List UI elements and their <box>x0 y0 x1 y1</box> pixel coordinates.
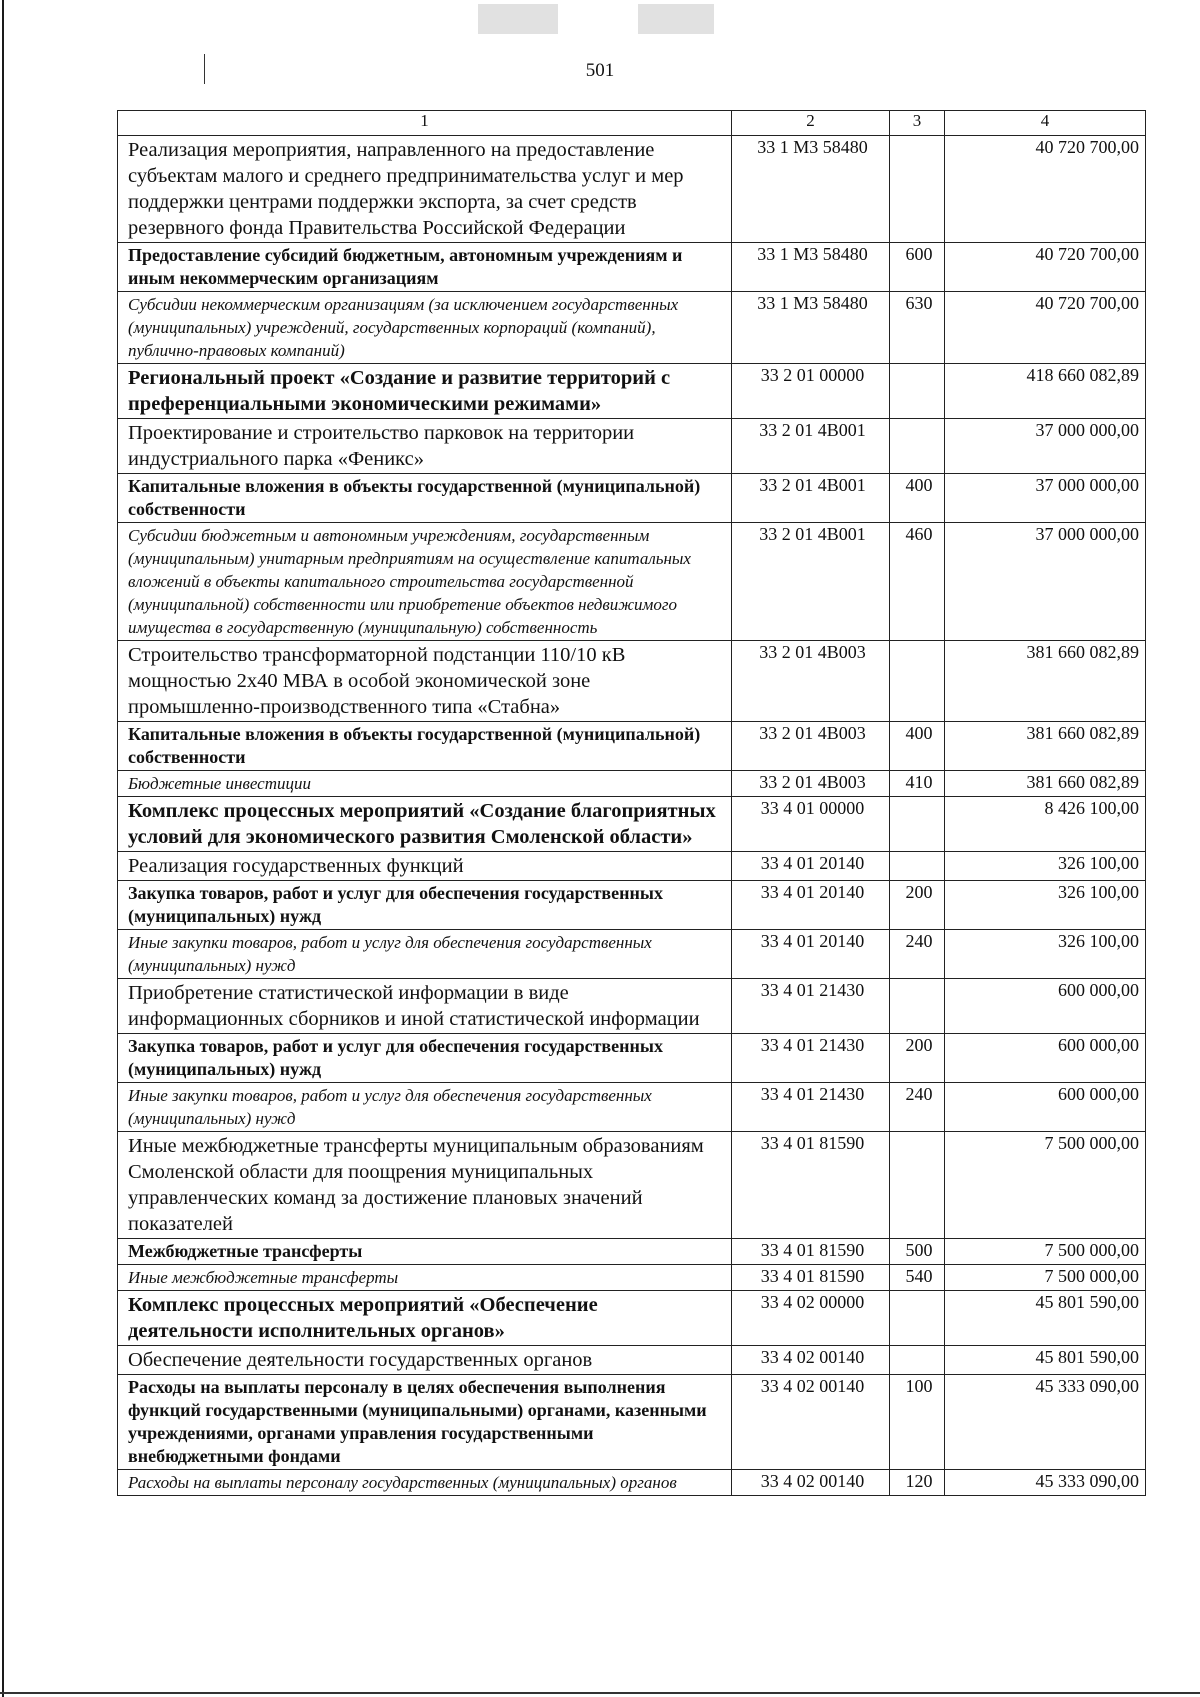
row-target-code: 33 2 01 4В003 <box>732 641 890 722</box>
table-row <box>118 797 1146 852</box>
row-description: Субсидии некоммерческим организациям (за исключением государственных (муниципальных) учреждений, государственных корпораций (компаний), публично-правовых компаний) <box>118 292 732 364</box>
row-description: Межбюджетные трансферты <box>118 1239 732 1265</box>
row-description: Иные межбюджетные трансферты муниципальным образованиям Смоленской области для поощрения муниципальных управленческих команд за достижение плановых значений показателей <box>118 1132 732 1239</box>
column-header-description: 1 <box>118 111 732 136</box>
row-amount: 326 100,00 <box>945 852 1146 881</box>
table-row <box>118 292 1146 364</box>
row-target-code: 33 1 М3 58480 <box>732 136 890 243</box>
row-target-code: 33 1 М3 58480 <box>732 292 890 364</box>
row-expense-type <box>890 419 945 474</box>
row-amount: 40 720 700,00 <box>945 243 1146 292</box>
row-expense-type <box>890 136 945 243</box>
row-description: Иные закупки товаров, работ и услуг для обеспечения государственных (муниципальных) нужд <box>118 1083 732 1132</box>
row-amount: 37 000 000,00 <box>945 523 1146 641</box>
row-amount: 45 333 090,00 <box>945 1470 1146 1496</box>
row-description: Региональный проект «Создание и развитие территорий с преференциальными экономическими режимами» <box>118 364 732 419</box>
row-target-code: 33 4 01 00000 <box>732 797 890 852</box>
table-row <box>118 1034 1146 1083</box>
row-description: Иные межбюджетные трансферты <box>118 1265 732 1291</box>
page-bottom-edge <box>0 1692 1200 1694</box>
column-header-code: 2 <box>732 111 890 136</box>
table-row <box>118 364 1146 419</box>
row-description: Проектирование и строительство парковок на территории индустриального парка «Феникс» <box>118 419 732 474</box>
row-description: Субсидии бюджетным и автономным учреждениям, государственным (муниципальным) унитарным предприятиям на осуществление капитальных вложений в объекты капитального строительства государственной (муниципальной) собственности или приобретение объектов недвижимого имущества в государственную (муниципальную) собственность <box>118 523 732 641</box>
row-expense-type <box>890 364 945 419</box>
row-target-code: 33 4 01 81590 <box>732 1132 890 1239</box>
row-amount: 7 500 000,00 <box>945 1265 1146 1291</box>
table-row <box>118 136 1146 243</box>
row-target-code: 33 2 01 4В001 <box>732 419 890 474</box>
row-expense-type: 200 <box>890 881 945 930</box>
row-target-code: 33 2 01 4В003 <box>732 722 890 771</box>
table-header-row <box>118 111 1146 136</box>
row-amount: 40 720 700,00 <box>945 292 1146 364</box>
row-description: Реализация государственных функций <box>118 852 732 881</box>
row-amount: 45 333 090,00 <box>945 1375 1146 1470</box>
row-amount: 7 500 000,00 <box>945 1132 1146 1239</box>
row-target-code: 33 4 01 21430 <box>732 1034 890 1083</box>
row-expense-type: 240 <box>890 1083 945 1132</box>
row-amount: 418 660 082,89 <box>945 364 1146 419</box>
row-target-code: 33 4 01 20140 <box>732 881 890 930</box>
row-expense-type <box>890 1132 945 1239</box>
row-expense-type: 400 <box>890 722 945 771</box>
table-row <box>118 979 1146 1034</box>
table-row <box>118 1470 1146 1496</box>
row-amount: 326 100,00 <box>945 881 1146 930</box>
table-row <box>118 243 1146 292</box>
row-amount: 37 000 000,00 <box>945 474 1146 523</box>
page-number: 501 <box>585 60 615 81</box>
row-description: Реализация мероприятия, направленного на предоставление субъектам малого и среднего предпринимательства услуг и мер поддержки центрами поддержки экспорта, за счет средств резервного фонда Правительства Российской Федерации <box>118 136 732 243</box>
row-amount: 8 426 100,00 <box>945 797 1146 852</box>
table-row <box>118 1291 1146 1346</box>
table-row <box>118 1265 1146 1291</box>
row-target-code: 33 2 01 4В001 <box>732 523 890 641</box>
row-amount: 37 000 000,00 <box>945 419 1146 474</box>
row-expense-type: 410 <box>890 771 945 797</box>
row-expense-type: 240 <box>890 930 945 979</box>
row-description: Закупка товаров, работ и услуг для обеспечения государственных (муниципальных) нужд <box>118 881 732 930</box>
row-amount: 600 000,00 <box>945 1034 1146 1083</box>
table-row <box>118 1346 1146 1375</box>
row-description: Капитальные вложения в объекты государственной (муниципальной) собственности <box>118 474 732 523</box>
column-header-expense-type: 3 <box>890 111 945 136</box>
row-target-code: 33 4 02 00000 <box>732 1291 890 1346</box>
row-description: Капитальные вложения в объекты государственной (муниципальной) собственности <box>118 722 732 771</box>
row-expense-type <box>890 1291 945 1346</box>
row-expense-type: 630 <box>890 292 945 364</box>
row-expense-type: 200 <box>890 1034 945 1083</box>
row-target-code: 33 4 01 20140 <box>732 852 890 881</box>
row-description: Обеспечение деятельности государственных органов <box>118 1346 732 1375</box>
row-description: Комплекс процессных мероприятий «Создание благоприятных условий для экономического развития Смоленской области» <box>118 797 732 852</box>
table-row <box>118 1375 1146 1470</box>
row-expense-type: 540 <box>890 1265 945 1291</box>
row-description: Расходы на выплаты персоналу государственных (муниципальных) органов <box>118 1470 732 1496</box>
table-row <box>118 930 1146 979</box>
table-row <box>118 641 1146 722</box>
row-amount: 45 801 590,00 <box>945 1346 1146 1375</box>
table-row <box>118 771 1146 797</box>
table-row <box>118 881 1146 930</box>
row-amount: 7 500 000,00 <box>945 1239 1146 1265</box>
row-description: Комплекс процессных мероприятий «Обеспечение деятельности исполнительных органов» <box>118 1291 732 1346</box>
row-expense-type: 400 <box>890 474 945 523</box>
row-expense-type: 600 <box>890 243 945 292</box>
row-amount: 326 100,00 <box>945 930 1146 979</box>
row-target-code: 33 4 01 81590 <box>732 1239 890 1265</box>
table-row <box>118 852 1146 881</box>
row-description: Бюджетные инвестиции <box>118 771 732 797</box>
row-target-code: 33 4 02 00140 <box>732 1346 890 1375</box>
row-expense-type <box>890 979 945 1034</box>
scan-stamp-artifact <box>478 4 558 34</box>
row-expense-type <box>890 1346 945 1375</box>
row-description: Закупка товаров, работ и услуг для обеспечения государственных (муниципальных) нужд <box>118 1034 732 1083</box>
table-row <box>118 722 1146 771</box>
page-left-edge <box>2 0 4 1697</box>
scan-stamp-artifact <box>638 4 714 34</box>
row-description: Строительство трансформаторной подстанции 110/10 кВ мощностью 2х40 МВА в особой экономической зоне промышленно-производственного типа «Стабна» <box>118 641 732 722</box>
row-target-code: 33 4 01 21430 <box>732 1083 890 1132</box>
row-expense-type <box>890 852 945 881</box>
row-expense-type: 120 <box>890 1470 945 1496</box>
row-target-code: 33 4 01 81590 <box>732 1265 890 1291</box>
column-header-amount: 4 <box>945 111 1146 136</box>
row-target-code: 33 2 01 00000 <box>732 364 890 419</box>
row-target-code: 33 2 01 4В003 <box>732 771 890 797</box>
row-expense-type: 500 <box>890 1239 945 1265</box>
table-row <box>118 1239 1146 1265</box>
table-row <box>118 419 1146 474</box>
row-description: Иные закупки товаров, работ и услуг для обеспечения государственных (муниципальных) нужд <box>118 930 732 979</box>
row-expense-type <box>890 797 945 852</box>
row-expense-type: 460 <box>890 523 945 641</box>
row-amount: 45 801 590,00 <box>945 1291 1146 1346</box>
row-expense-type: 100 <box>890 1375 945 1470</box>
row-amount: 600 000,00 <box>945 979 1146 1034</box>
row-target-code: 33 4 01 20140 <box>732 930 890 979</box>
row-amount: 381 660 082,89 <box>945 722 1146 771</box>
row-target-code: 33 4 02 00140 <box>732 1470 890 1496</box>
row-description: Приобретение статистической информации в виде информационных сборников и иной статистической информации <box>118 979 732 1034</box>
row-amount: 40 720 700,00 <box>945 136 1146 243</box>
row-target-code: 33 4 02 00140 <box>732 1375 890 1470</box>
budget-table <box>117 110 1146 1496</box>
row-target-code: 33 4 01 21430 <box>732 979 890 1034</box>
table-row <box>118 523 1146 641</box>
table-row <box>118 1083 1146 1132</box>
row-description: Расходы на выплаты персоналу в целях обеспечения выполнения функций государственными (муниципальными) органами, казенными учреждениями, органами управления государственными внебюджетными фондами <box>118 1375 732 1470</box>
row-target-code: 33 1 М3 58480 <box>732 243 890 292</box>
table-row <box>118 474 1146 523</box>
row-amount: 381 660 082,89 <box>945 771 1146 797</box>
row-target-code: 33 2 01 4В001 <box>732 474 890 523</box>
row-amount: 600 000,00 <box>945 1083 1146 1132</box>
row-amount: 381 660 082,89 <box>945 641 1146 722</box>
table-row <box>118 1132 1146 1239</box>
row-expense-type <box>890 641 945 722</box>
row-description: Предоставление субсидий бюджетным, автономным учреждениям и иным некоммерческим организациям <box>118 243 732 292</box>
